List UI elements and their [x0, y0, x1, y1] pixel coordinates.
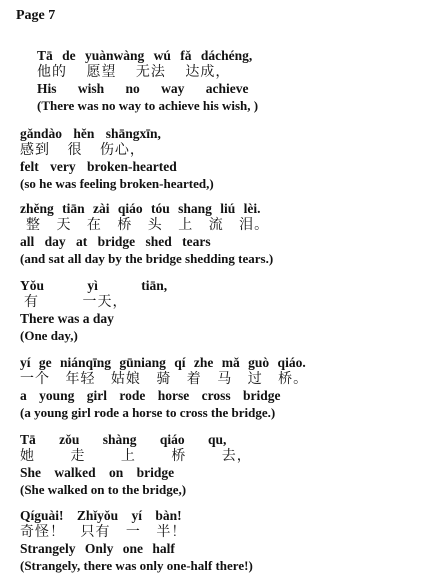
hanzi-line: 有 一天，	[24, 294, 128, 310]
english-gloss: His wish no way achieve	[37, 81, 249, 96]
hanzi-line: 他的 愿望 无法 达成，	[37, 64, 231, 80]
translation-line: (She walked on to the bridge,)	[20, 482, 187, 497]
pinyin-line: zhěng tiān zài qiáo tóu shang liú lèi.	[20, 201, 261, 216]
english-gloss: She walked on bridge	[20, 465, 175, 480]
pinyin-line: Tā zǒu shàng qiáo qu,	[20, 432, 227, 447]
translation-line: (so he was feeling broken-hearted,)	[20, 176, 214, 191]
translation-line: (a young girl rode a horse to cross the bridge.)	[20, 405, 276, 420]
page-label: Page 7	[16, 8, 56, 23]
translation-line: (Strangely, there was only one-half there!)	[20, 558, 253, 573]
hanzi-line: 一个 年轻 姑娘 骑 着 马 过 桥。	[20, 371, 309, 387]
hanzi-line: 她 走 上 桥 去，	[20, 448, 252, 464]
translation-line: (There was no way to achieve his wish, )	[37, 98, 259, 113]
pinyin-line: gǎndào hěn shāngxīn,	[20, 126, 161, 141]
pinyin-line: Yǒu yì tiān,	[20, 278, 168, 293]
hanzi-line: 奇怪！ 只有 一 半！	[20, 524, 187, 540]
translation-line: (One day,)	[20, 328, 78, 343]
hanzi-line: 整 天 在 桥 头 上 流 泪。	[26, 217, 270, 233]
translation-line: (and sat all day by the bridge shedding tears.)	[20, 251, 274, 266]
english-gloss: Strangely Only one half	[20, 541, 175, 556]
english-gloss: a young girl rode horse cross bridge	[20, 388, 281, 403]
pinyin-line: yí ge niánqīng gūniang qí zhe mǎ guò qiáo.	[20, 355, 306, 370]
english-gloss: all day at bridge shed tears	[20, 234, 211, 249]
english-gloss: felt very broken-hearted	[20, 159, 177, 174]
pinyin-line: Tā de yuànwàng wú fǎ dáchéng,	[37, 48, 253, 63]
hanzi-line: 感到 很 伤心，	[20, 142, 145, 158]
pinyin-line: Qíguài! Zhǐyǒu yí bàn!	[20, 508, 182, 523]
english-gloss: There was a day	[20, 311, 114, 326]
